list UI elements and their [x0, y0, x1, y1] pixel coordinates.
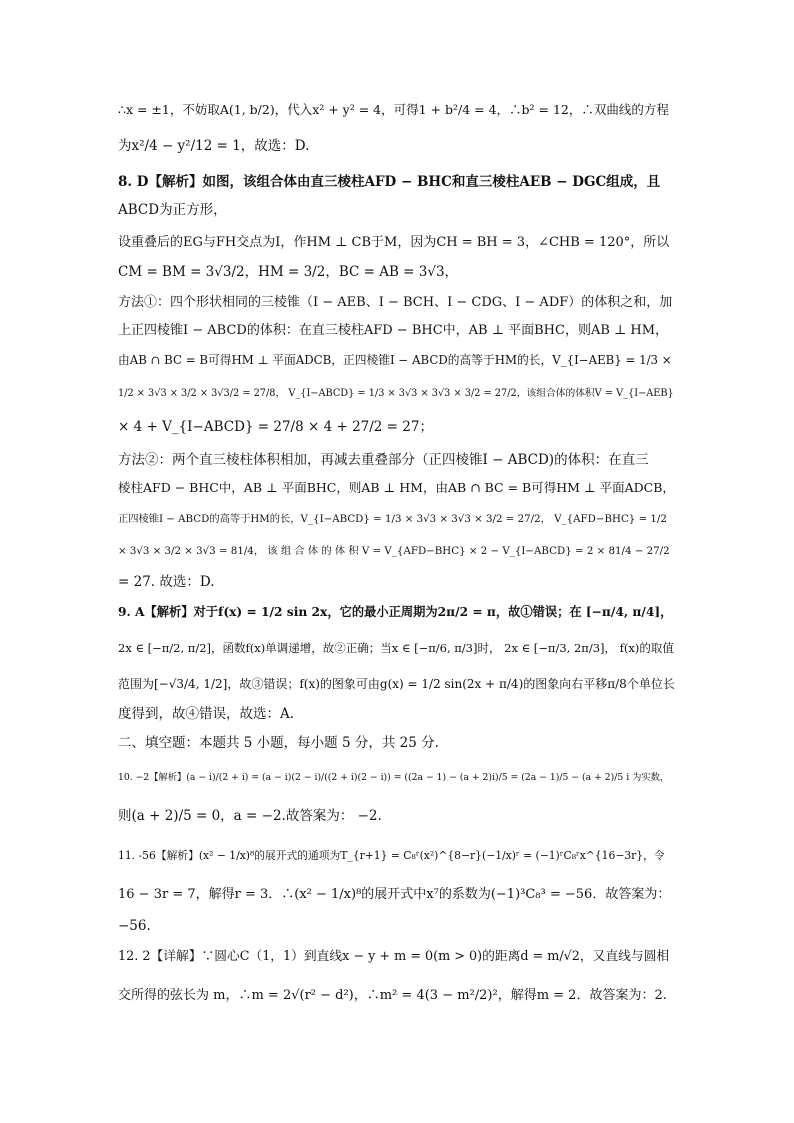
text-line: 方法①：四个形状相同的三棱锥（I − AEB、I − BCH、I − CDG、I − ADF）的体积之和，加 [118, 295, 673, 310]
text-line: 11. -56【解析】(x² − 1/x)⁸的展开式的通项为T_{r+1} = C₈ʳ(x²)^{8−r}(−1/x)ʳ = (−1)ʳC₈ʳx^{16−3r}，令 [118, 849, 665, 862]
text-line: × 3√3 × 3/2 × 3√3 = 81/4， 该 组 合 体 的 体 积 V = V_{AFD−BHC} × 2 − V_{I−ABCD} = 2 × 81/4 − 27/2 [118, 545, 670, 557]
text-line: −56. [118, 918, 151, 934]
text-line: 方法②：两个直三棱柱体积相加，再减去重叠部分（正四棱锥I − ABCD)的体积：在直三 [118, 452, 649, 468]
text-line: 2x ∈ [−π/2, π/2]，函数f(x)单调递增，故②正确；当x ∈ [−π/6, π/3]时， 2x ∈ [−π/3, 2π/3]， f(x)的取值 [118, 641, 674, 655]
text-line: 正四棱锥I − ABCD的高等于HM的长，V_{I−ABCD} = 1/3 × 3√3 × 3√3 × 3/2 = 27/2， V_{AFD−BHC} = 1/2 [118, 513, 667, 525]
text-line: 1/2 × 3√3 × 3/2 × 3√3/2 = 27/8， V_{I−ABCD} = 1/3 × 3√3 × 3√3 × 3/2 = 27/2，该组合体的体积V = V_{I−AEB} [118, 388, 674, 399]
section-heading: 二、填空题：本题共 5 小题，每小题 5 分，共 25 分. [118, 735, 439, 751]
text-line: 则(a + 2)/5 = 0，a = −2.故答案为： −2. [118, 808, 382, 824]
text-line: 设重叠后的EG与FH交点为I，作HM ⊥ CB于M，因为CH = BH = 3，∠CHB = 120°，所以 [118, 235, 670, 250]
text-line: CM = BM = 3√3/2，HM = 3/2，BC = AB = 3√3， [118, 264, 459, 280]
text-line: 上正四棱锥I − ABCD的体积：在直三棱柱AFD − BHC中，AB ⊥ 平面BHC，则AB ⊥ HM， [118, 323, 669, 338]
text-line: 范围为[−√3/4, 1/2]，故③错误；f(x)的图象可由g(x) = 1/2 sin(2x + π/4)的图象向右平移π/8个单位长 [118, 677, 675, 691]
text-line: 9. A【解析】对于f(x) = 1/2 sin 2x，它的最小正周期为2π/2 = π，故①错误；在 [−π/4, π/4]， [118, 604, 673, 619]
text-line: 由AB ∩ BC = B可得HM ⊥ 平面ADCB，正四棱锥I − ABCD的高等于HM的长，V_{I−AEB} = 1/3 × [118, 353, 672, 367]
text-line: × 4 + V_{I−ABCD} = 27/8 × 4 + 27/2 = 27； [118, 419, 433, 435]
text-line: 8. D【解析】如图，该组合体由直三棱柱AFD − BHC和直三棱柱AEB − DGC组成，且 [118, 174, 661, 190]
text-line: 12. 2【详解】∵圆心C（1，1）到直线x − y + m = 0(m > 0)的距离d = m/√2，又直线与圆相 [118, 949, 670, 964]
text-line: 棱柱AFD − BHC中，AB ⊥ 平面BHC，则AB ⊥ HM，由AB ∩ BC = B可得HM ⊥ 平面ADCB， [118, 480, 675, 495]
text-line: ABCD为正方形， [118, 202, 227, 218]
text-line: 16 − 3r = 7，解得r = 3．∴(x² − 1/x)⁸的展开式中x⁷的系数为(−1)³C₈³ = −56．故答案为： [118, 887, 671, 902]
text-line: 交所得的弦长为 m，∴m = 2√(r² − d²)，∴m² = 4(3 − m²/2)²，解得m = 2．故答案为：2. [118, 988, 667, 1003]
text-line: ∴x = ±1，不妨取A(1, b/2)，代入x² + y² = 4，可得1 + b²/4 = 4，∴b² = 12，∴双曲线的方程 [118, 102, 669, 117]
text-line: 度得到，故④错误，故选：A. [118, 706, 295, 722]
text-line: 为x²/4 − y²/12 = 1，故选：D. [118, 138, 310, 154]
text-line: = 27. 故选：D. [118, 574, 215, 590]
text-line: 10. −2【解析】(a − i)/(2 + i) = (a − i)(2 − i)/((2 + i)(2 − i)) = ((2a − 1) − (a + 2)i)/5 = (2a − 1)/5 − (a + 2)/5 i 为实数， [118, 772, 670, 783]
